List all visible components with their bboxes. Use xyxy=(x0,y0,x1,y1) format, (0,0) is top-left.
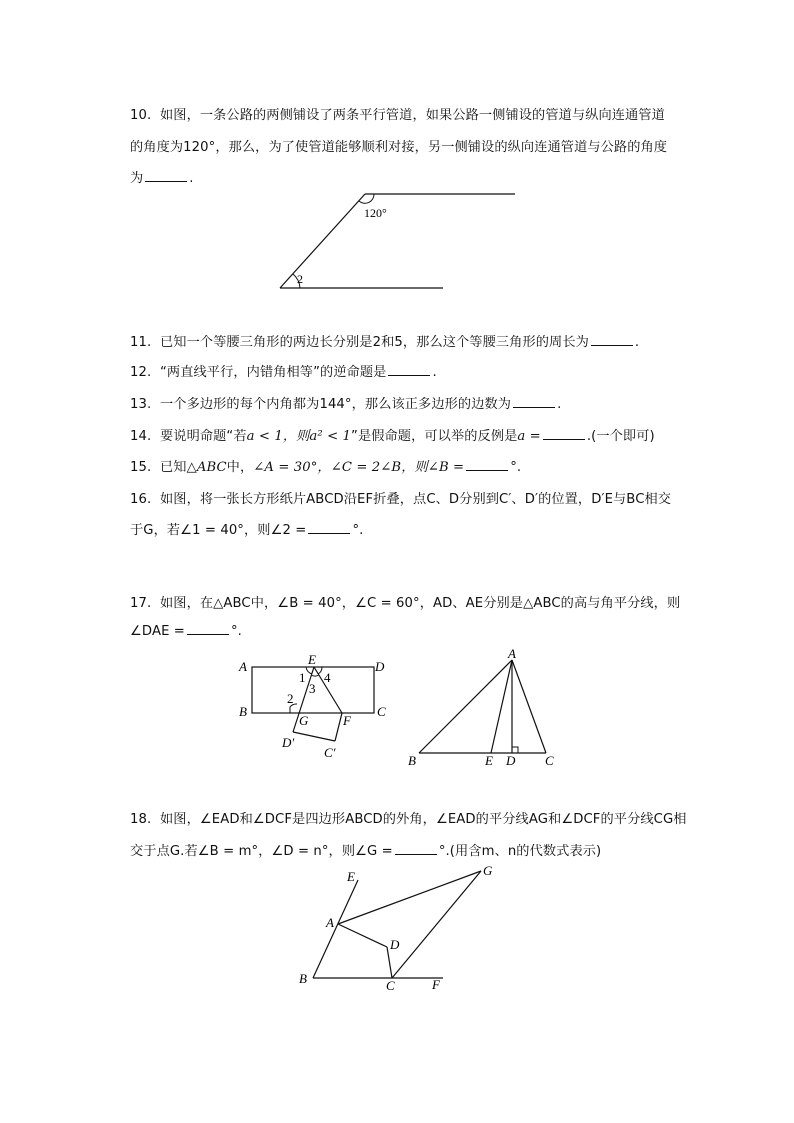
q13-answer-blank[interactable] xyxy=(513,396,555,408)
q11-text: 已知一个等腰三角形的两边长分别是2和5，那么这个等腰三角形的周长为 xyxy=(160,335,589,350)
fig18-label-D: D xyxy=(390,937,400,952)
q14-math-b: a = xyxy=(517,429,541,444)
q14-text-a: 要说明命题“若 xyxy=(160,429,247,444)
fig16-label-F: F xyxy=(343,713,351,728)
q15-math-a: △ABC xyxy=(186,460,227,475)
fig16-label-3: 3 xyxy=(309,681,316,696)
q18-line1 xyxy=(130,808,687,827)
q12-number: 12. xyxy=(130,365,152,380)
q14-math-a: a < 1，则a² < 1 xyxy=(246,429,352,444)
fig17-label-B: B xyxy=(408,753,416,768)
fig17-label-D: D xyxy=(506,753,516,768)
fig16-label-G: G xyxy=(299,713,309,728)
q16-text-2a: 于G，若∠1 = 40°，则∠2 = xyxy=(130,523,307,538)
fig18-label-E: E xyxy=(347,869,355,884)
q17-text-1: 如图，在△ABC中，∠B = 40°，∠C = 60°，AD、AE分别是△ABC的高与角平分线，则 xyxy=(160,596,681,611)
q16-line1 xyxy=(130,488,671,507)
q13-text: 一个多边形的每个内角都为144°，那么该正多边形的边数为 xyxy=(160,397,512,412)
q15-text-c: °. xyxy=(510,460,522,475)
q15-number: 15. xyxy=(130,460,152,475)
q10-text-3: 为 xyxy=(130,171,144,186)
q14-answer-blank[interactable] xyxy=(543,428,585,440)
q12-answer-blank[interactable] xyxy=(388,364,430,376)
q17-text-2a: ∠DAE = xyxy=(130,624,185,639)
q10-text-2: 的角度为120°，那么，为了使管道能够顺利对接，另一侧铺设的纵向连通管道与公路的角度 xyxy=(130,140,668,155)
fig10-angle-label: 120° xyxy=(364,206,387,220)
q18-text-2a: 交于点G.若∠B = m°，∠D = n°，则∠G = xyxy=(130,844,393,859)
fig18-label-G: G xyxy=(483,863,493,878)
q18-line2 xyxy=(130,840,601,859)
fig17-label-C: C xyxy=(545,753,554,768)
figure-q17 xyxy=(405,645,565,770)
figure-q16 xyxy=(235,652,395,764)
q13-line: 13. 一个多边形的每个内角都为144°，那么该正多边形的边数为 . xyxy=(130,397,562,412)
q10-answer-blank[interactable] xyxy=(145,170,187,182)
q14-line xyxy=(130,425,655,444)
fig16-label-E: E xyxy=(308,652,316,667)
q17-answer-blank[interactable] xyxy=(187,623,229,635)
q16-line2 xyxy=(130,519,363,538)
fig16-label-B: B xyxy=(239,704,247,719)
q18-text-2b: °.(用含m、n的代数式表示) xyxy=(438,844,602,859)
fig17-label-A: A xyxy=(508,646,516,661)
fig18-label-A: A xyxy=(326,915,334,930)
q10-line2 xyxy=(130,136,667,155)
fig16-label-4: 4 xyxy=(324,670,331,685)
fig10-mark-label: 2 xyxy=(297,272,303,286)
q15-text-a: 已知 xyxy=(160,460,187,475)
q15-answer-blank[interactable] xyxy=(466,459,508,471)
fig16-label-2: 2 xyxy=(287,691,294,706)
q11-number: 11. xyxy=(130,335,152,350)
fig16-label-A: A xyxy=(239,659,247,674)
q18-text-1: 如图，∠EAD和∠DCF是四边形ABCD的外角，∠EAD的平分线AG和∠DCF的平分线CG相 xyxy=(160,812,687,827)
q12-line: 12. “两直线平行，内错角相等”的逆命题是 . xyxy=(130,365,437,380)
q16-text-2b: °. xyxy=(352,523,364,538)
q11-answer-blank[interactable] xyxy=(591,334,633,346)
figure-q10 xyxy=(270,185,530,295)
figure-q18 xyxy=(290,862,510,992)
q10-line1 xyxy=(130,104,665,123)
q17-line2 xyxy=(130,623,242,639)
fig18-label-C: C xyxy=(386,978,395,993)
q18-number: 18. xyxy=(130,812,152,827)
q10-text-1: 如图，一条公路的两侧铺设了两条平行管道，如果公路一侧铺设的管道与纵向连通管道 xyxy=(160,108,665,123)
q17-line1 xyxy=(130,592,680,611)
fig18-label-F: F xyxy=(432,977,440,992)
q14-text-b: ”是假命题，可以举的反例是 xyxy=(351,429,518,444)
q13-number: 13. xyxy=(130,397,152,412)
q15-text-b: 中， xyxy=(226,460,254,475)
q16-text-1: 如图，将一张长方形纸片ABCD沿EF折叠，点C、D分别到C′、D′的位置，D′E与BC相交 xyxy=(160,492,672,507)
fig16-label-1: 1 xyxy=(299,670,306,685)
q17-text-2b: °. xyxy=(230,624,242,639)
q15-math-b: ∠A = 30°，∠C = 2∠B，则∠B = xyxy=(253,460,465,475)
fig18-label-B: B xyxy=(299,971,307,986)
fig17-label-E: E xyxy=(485,753,493,768)
q11-line: 11. 已知一个等腰三角形的两边长分别是2和5，那么这个等腰三角形的周长为 . xyxy=(130,335,640,350)
q18-answer-blank[interactable] xyxy=(395,843,437,855)
fig16-label-C: C xyxy=(377,704,386,719)
q15-line xyxy=(130,456,521,475)
q14-number: 14. xyxy=(130,429,152,444)
q16-answer-blank[interactable] xyxy=(308,522,350,534)
fig16-label-D: D xyxy=(375,659,385,674)
q16-number: 16. xyxy=(130,492,152,507)
q14-text-c: .(一个即可) xyxy=(586,429,655,444)
fig16-label-Dprime: D′ xyxy=(282,735,295,750)
q17-number: 17. xyxy=(130,596,152,611)
q10-number: 10. xyxy=(130,108,152,123)
q10-line3: 为 . xyxy=(130,171,194,186)
fig16-label-Cprime: C′ xyxy=(324,745,336,760)
q12-text: “两直线平行，内错角相等”的逆命题是 xyxy=(160,365,387,380)
